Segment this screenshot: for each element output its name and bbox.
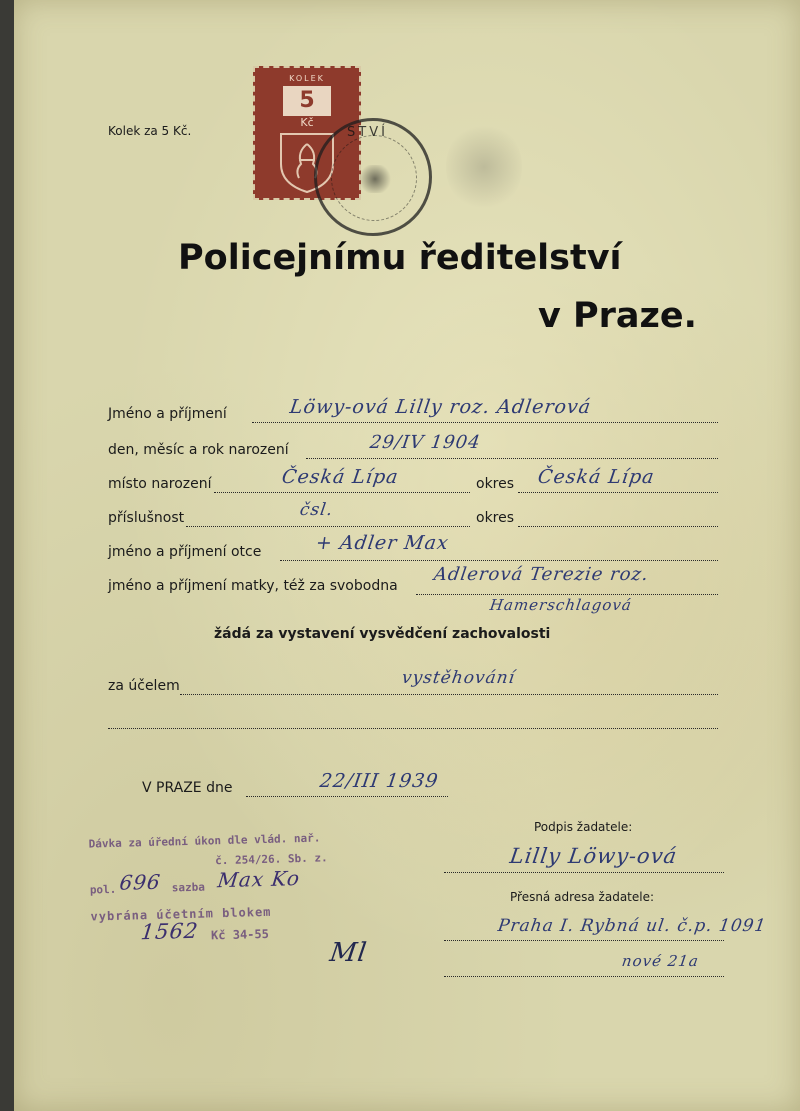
postmark-stamp xyxy=(314,118,432,236)
official-initials: Ml xyxy=(327,938,370,968)
postmark-text: STVÍ xyxy=(347,125,388,140)
date-value: 22/III 1939 xyxy=(318,770,441,792)
fee-stamp-line3-pre: pol. xyxy=(89,882,117,897)
purpose-value: vystěhování xyxy=(400,668,517,688)
district-label: okres xyxy=(476,476,515,492)
birth-label: den, měsíc a rok narození xyxy=(108,442,289,458)
fee-stamp-rate: Max Ko xyxy=(216,866,302,893)
date-label: V PRAZE dne xyxy=(142,780,233,796)
address-value-line2: nové 21a xyxy=(620,952,701,970)
district2-label: okres xyxy=(476,510,515,526)
postmark-smudge xyxy=(446,122,522,212)
name-value: Löwy-ová Lilly roz. Adlerová xyxy=(288,396,593,418)
address-value: Praha I. Rybná ul. č.p. 1091 xyxy=(496,916,768,936)
place-value: Česká Lípa xyxy=(280,466,401,488)
nationality-label: příslušnost xyxy=(108,510,185,526)
fee-stamp-item-number: 696 xyxy=(118,869,163,895)
fee-note: Kolek za 5 Kč. xyxy=(108,124,192,138)
document-page xyxy=(14,0,800,1111)
mother-value-maiden: Hamerschlagová xyxy=(488,596,634,614)
name-label: Jméno a příjmení xyxy=(108,406,227,422)
address-label: Přesná adresa žadatele: xyxy=(510,890,655,904)
request-text: žádá za vystavení vysvědčení zachovalosti xyxy=(214,626,551,642)
revenue-stamp-top: KOLEK xyxy=(289,74,325,83)
fee-stamp xyxy=(84,830,367,957)
fee-stamp-line4: vybrána účetním blokem xyxy=(90,904,272,924)
fee-stamp-block-number: 1562 xyxy=(139,918,200,945)
page-title-city: v Praze. xyxy=(538,296,697,336)
place-label: místo narození xyxy=(108,476,212,492)
purpose-label: za účelem xyxy=(108,678,180,694)
page-title: Policejnímu ředitelství xyxy=(178,238,622,278)
signature-label: Podpis žadatele: xyxy=(534,820,633,834)
revenue-stamp-unit: Kč xyxy=(300,116,314,129)
revenue-stamp-value: 5 xyxy=(283,86,331,116)
fee-stamp-line1: Dávka za úřední úkon dle vlád. nař. xyxy=(88,831,321,851)
birth-value: 29/IV 1904 xyxy=(368,432,483,453)
district-value: Česká Lípa xyxy=(536,466,657,488)
nationality-value: čsl. xyxy=(298,500,335,520)
father-value: + Adler Max xyxy=(314,532,451,554)
fee-stamp-line2: č. 254/26. Sb. z. xyxy=(214,851,328,868)
signature-value: Lilly Löwy-ová xyxy=(508,844,679,868)
mother-value: Adlerová Terezie roz. xyxy=(432,564,651,585)
fee-stamp-amount: Kč 34-55 xyxy=(210,926,270,943)
father-label: jméno a příjmení otce xyxy=(108,544,262,560)
fee-stamp-line3-mid: sazba xyxy=(171,880,206,895)
mother-label: jméno a příjmení matky, též za svobodna xyxy=(108,578,398,594)
